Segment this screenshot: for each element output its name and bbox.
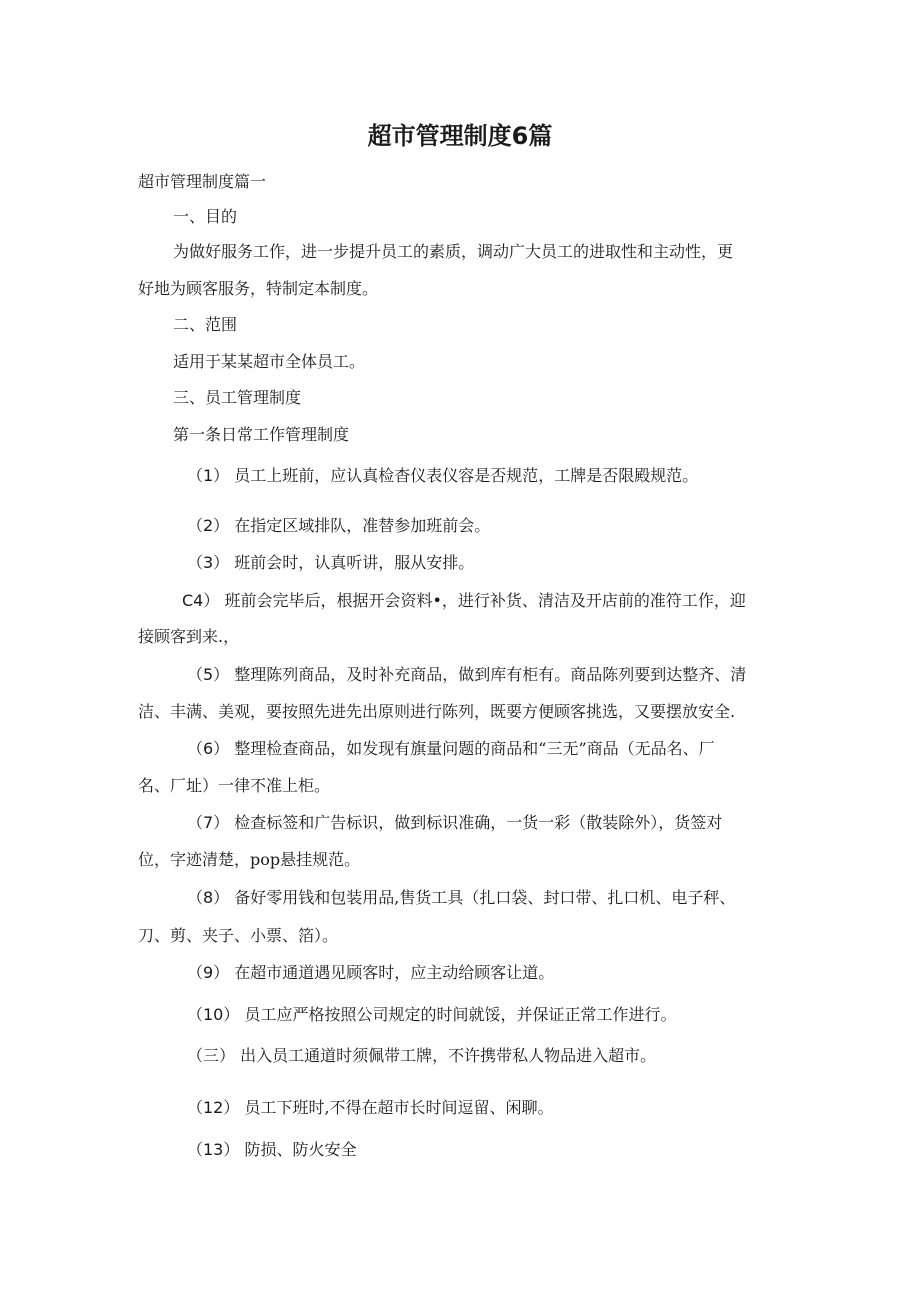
item-number: （9） xyxy=(187,963,230,982)
section-heading: 超市管理制度篇一 xyxy=(138,172,267,191)
item-text: 整理陈列商品，及时补充商品，做到库有柜有。商品陈列要到达整齐、清 xyxy=(234,665,747,684)
item-number: （10） xyxy=(187,1005,240,1024)
list-item xyxy=(187,516,490,536)
item-text: 班前会完毕后，根据开会资料•，进行补货、清洁及开店前的准符工作，迎 xyxy=(224,591,746,610)
item-text: 出入员工通道时须佩带工牌，不许携带私人物品进入超市。 xyxy=(240,1046,657,1065)
item-text-continued: 位，字迹清楚，pop悬挂规范。 xyxy=(138,850,361,869)
list-item xyxy=(187,813,722,833)
item-number: （12） xyxy=(187,1098,240,1117)
document-title: 超市管理制度6篇 xyxy=(367,122,553,150)
item-number: （8） xyxy=(187,888,230,907)
item-text-continued: 洁、丰满、美观，要按照先进先出原则进行陈列，既要方便顾客挑选，又要摆放安全. xyxy=(138,702,736,721)
item-number: （2） xyxy=(187,516,230,535)
item-number: （7） xyxy=(187,813,230,832)
purpose-line-1: 为做好服务工作，进一步提升员工的素质，调动广大员工的进取性和主动性，更 xyxy=(173,242,734,261)
item-text: 检查标签和广告标识，做到标识准确，一货一彩（散装除外），货签对 xyxy=(234,813,723,832)
item-text-continued: 接顾客到来.， xyxy=(138,627,240,646)
list-item xyxy=(187,553,474,573)
item-number: C4） xyxy=(182,591,220,610)
list-item xyxy=(187,466,698,486)
scope-text: 适用于某某超市全体员工。 xyxy=(173,352,366,371)
item-number: （6） xyxy=(187,739,230,758)
item-text: 班前会时，认真听讲，服从安排。 xyxy=(234,553,475,572)
item-text-continued: 刀、剪、夹子、小票、箔）。 xyxy=(138,926,339,945)
list-item xyxy=(187,1140,356,1160)
article-1-heading: 第一条日常工作管理制度 xyxy=(173,425,350,444)
list-item xyxy=(187,739,715,759)
list-item xyxy=(187,888,735,908)
item-number: （1） xyxy=(187,466,230,485)
list-item xyxy=(187,1005,676,1025)
item-text-continued: 名、厂址）一律不准上柜。 xyxy=(138,776,331,795)
item-text: 备好零用钱和包装用品,售货工具（扎口袋、封口带、扎口机、电子秤、 xyxy=(234,888,736,907)
item-text: 员工应严格按照公司规定的时间就馁，并保证正常工作进行。 xyxy=(244,1005,677,1024)
heading-purpose: 一、目的 xyxy=(173,207,238,226)
item-text: 在超市通道遇见顾客时，应主动给顾客让道。 xyxy=(234,963,555,982)
item-number: （三） xyxy=(187,1046,236,1065)
list-item xyxy=(187,665,746,685)
list-item xyxy=(187,963,554,983)
item-text: 员工上班前，应认真检杳仪表仪容是否规范，工牌是否限殿规范。 xyxy=(234,466,699,485)
item-number: （5） xyxy=(187,665,230,684)
item-text: 防损、防火安全 xyxy=(244,1140,357,1159)
heading-staff-rules: 三、员工管理制度 xyxy=(173,388,302,407)
list-item xyxy=(187,1046,656,1066)
heading-scope: 二、范围 xyxy=(173,315,238,334)
item-number: （13） xyxy=(187,1140,240,1159)
purpose-line-2: 好地为顾客服务，特制定本制度。 xyxy=(138,279,379,298)
list-item xyxy=(182,591,746,611)
item-number: （3） xyxy=(187,553,230,572)
item-text: 员工下班时,不得在超市长时间逗留、闲聊。 xyxy=(244,1098,554,1117)
item-text: 整理检查商品，如发现有旗量问题的商品和“三无”商品（无品名、厂 xyxy=(234,739,715,758)
list-item xyxy=(187,1098,554,1118)
item-text: 在指定区域排队，准替参加班前会。 xyxy=(234,516,491,535)
